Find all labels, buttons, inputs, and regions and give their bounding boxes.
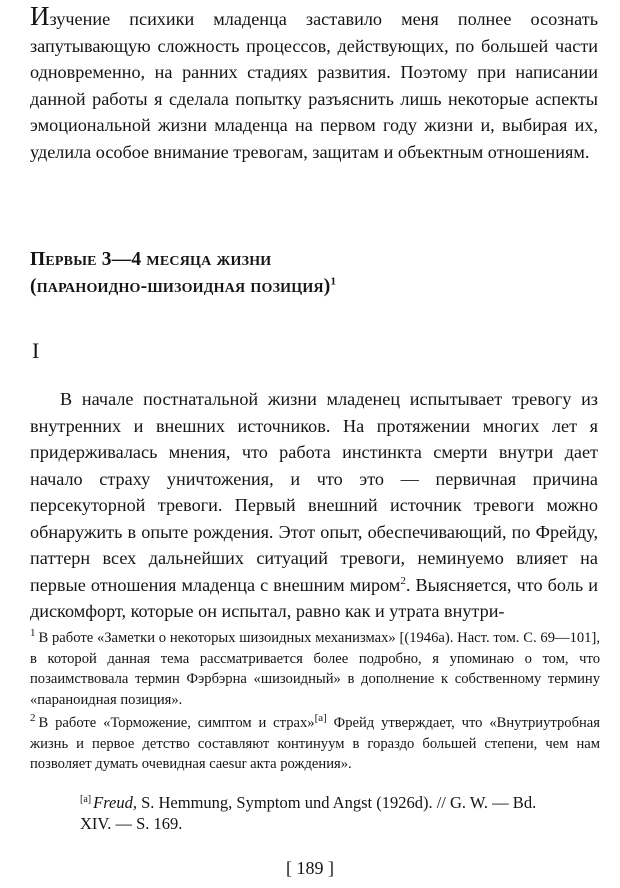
body-paragraph: [30, 386, 598, 625]
section-number: I: [32, 338, 40, 363]
footnote-1-number: 1: [30, 627, 36, 640]
footnote-1: [30, 628, 600, 710]
editor-note: [80, 792, 560, 834]
section-heading: [30, 246, 590, 300]
intro-paragraph: [30, 1, 598, 165]
page-number: [ 189 ]: [286, 858, 334, 878]
footnote-2-number: 2: [30, 712, 36, 725]
editor-note-text: S. Hemmung, Symptom und Angst (1926d). // G. W. — Bd. XIV. — S. 169.: [80, 793, 537, 833]
footnote-ref-2: 2: [400, 574, 406, 587]
footnote-2-mark: [a]: [314, 712, 327, 725]
footnote-2-text-continued: Фрейд утверждает, что «Внутриутробная жизнь и первое детство составляют континуум в гораздо большей степени, чем нам позволяет думать очевидная caesur акта рождения».: [30, 715, 600, 772]
footnote-2: [30, 713, 600, 775]
intro-paragraph-text: зучение психики младенца заставило меня полнее осознать запутывающую сложность процессов, действующих, по большей части одновременно, на ранних стадиях развития. Поэтому при написании данной работы я сделала попытку разъяснить лишь некоторые аспекты эмоциональной жизни младенца на первом году жизни и, выбирая их, уделила особое внимание тревогам, защитам и объектным отношениям.: [30, 9, 598, 162]
footnote-ref-1: 1: [330, 275, 337, 288]
drop-cap: И: [30, 1, 50, 31]
editor-note-author: Freud,: [93, 793, 137, 812]
section-heading-line1: Первые 3—4 месяца жизни: [30, 249, 272, 270]
body-paragraph-continuation: . Выясняется, что боль и дискомфорт, которые он испытал, равно как и утрата внутри-: [30, 574, 598, 621]
section-heading-line2: (параноидно-шизоидная позиция): [30, 276, 331, 297]
footnote-1-text: В работе «Заметки о некоторых шизоидных механизмах» [(1946а). Наст. том. С. 69—101], в которой данная тема рассматривается более подробно, я упоминаю о том, что позаимствовала термин Фэрбэрна «шизоидный» в дополнение к собственному термину «параноидная позиция».: [30, 630, 600, 708]
editor-note-mark: [a]: [80, 793, 92, 805]
footnote-2-text: В работе «Торможение, симптом и страх»: [38, 715, 315, 731]
body-paragraph-text: В начале постнатальной жизни младенец испытывает тревогу из внутренних и внешних источников. На протяжении многих лет я придерживалась мнения, что работа инстинкта смерти внутри дает начало страху уничтожения, и что это — первичная причина персекуторной тревоги. Первый внешний источник тревоги можно обнаружить в опыте рождения. Этот опыт, обеспечивающий, по Фрейду, паттерн всех дальнейших ситуаций тревоги, неминуемо влияет на первые отношения младенца с внешним миром: [30, 389, 598, 595]
